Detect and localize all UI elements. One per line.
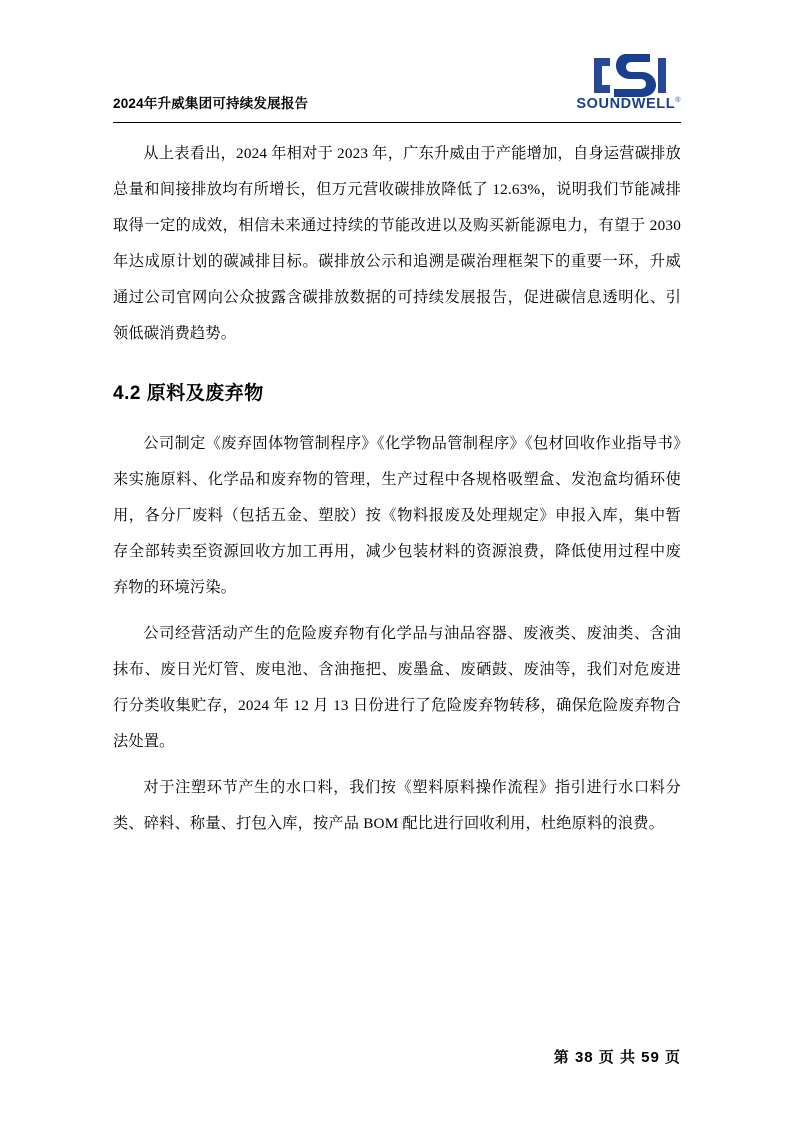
paragraph-runner-recycling: 对于注塑环节产生的水口料，我们按《塑料原料操作流程》指引进行水口料分类、碎料、称量、打包入库，按产品 BOM 配比进行回收利用，杜绝原料的浪费。 bbox=[113, 779, 681, 832]
paragraph-materials-management: 公司制定《废弃固体物管制程序》《化学物品管制程序》《包材回收作业指导书》来实施原料、化学品和废弃物的管理，生产过程中各规格吸塑盒、发泡盒均循环使用，各分厂废料（包括五金、塑胶）按《物料报废及处理规定》申报入库，集中暂存全部转卖至资源回收方加工再用，减少包装材料的资源浪费，降低使用过程中废弃物的环境污染。 bbox=[113, 435, 681, 596]
soundwell-logo bbox=[564, 52, 682, 114]
page-footer bbox=[113, 1046, 681, 1067]
logo-mark-icon bbox=[564, 52, 682, 98]
document-body bbox=[113, 136, 681, 842]
section-heading-4-2: 4.2 原料及废弃物 bbox=[113, 383, 264, 404]
paragraph-intro: 从上表看出，2024 年相对于 2023 年，广东升威由于产能增加，自身运营碳排放总量和间接排放均有所增长，但万元营收碳排放降低了 12.63%，说明我们节能减排取得一定的成效，相信未来通过持续的节能改进以及购买新能源电力，有望于 2030 年达成原计划的碳减排目标。碳排放公示和追溯是碳治理框架下的重要一环，升威通过公司官网向公众披露含碳排放数据的可持续发展报告，促进碳信息透明化、引领低碳消费趋势。 bbox=[113, 145, 681, 342]
logo-wordmark-text: SOUNDWELL bbox=[576, 96, 676, 112]
registered-mark: ® bbox=[675, 97, 681, 105]
header-title: 2024年升威集团可持续发展报告 bbox=[113, 96, 309, 111]
page-header bbox=[113, 52, 681, 120]
page-number-label: 第 38 页 共 59 页 bbox=[553, 1049, 681, 1066]
paragraph-hazardous-waste: 公司经营活动产生的危险废弃物有化学品与油品容器、废液类、废油类、含油抹布、废日光灯管、废电池、含油拖把、废墨盒、废硒鼓、废油等，我们对危废进行分类收集贮存，2024 年 12 月 13 日份进行了危险废弃物转移，确保危险废弃物合法处置。 bbox=[113, 625, 681, 750]
logo-wordmark bbox=[576, 96, 681, 112]
header-divider bbox=[113, 122, 681, 123]
